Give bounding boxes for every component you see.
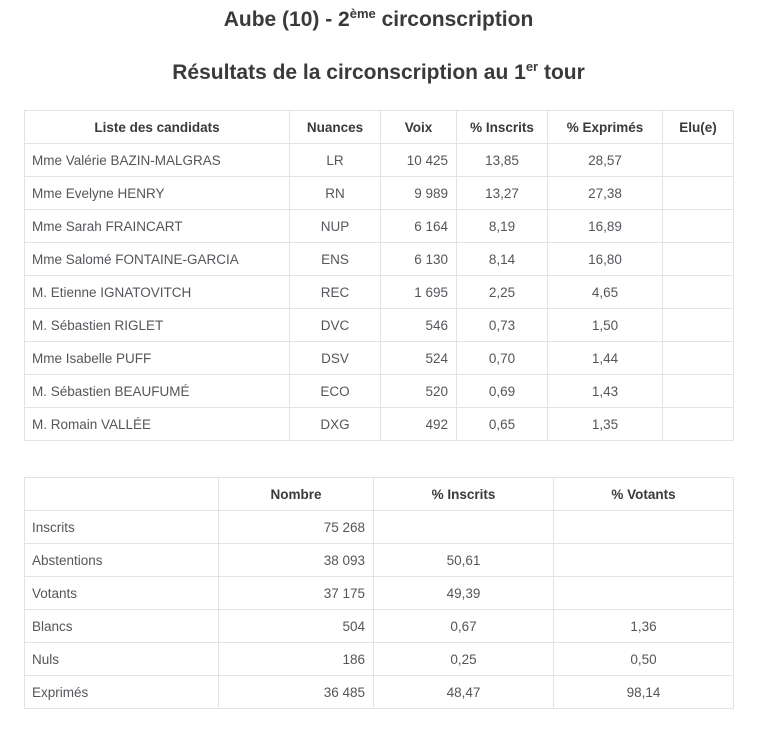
candidate-voix: 492: [381, 408, 457, 441]
candidate-nuance: REC: [290, 276, 381, 309]
participation-pct-votants: [554, 577, 734, 610]
candidate-nuance: NUP: [290, 210, 381, 243]
candidate-elu: [663, 342, 734, 375]
participation-row: [25, 544, 734, 577]
candidate-pct-exprimes: 27,38: [548, 177, 663, 210]
candidate-pct-exprimes: 1,35: [548, 408, 663, 441]
participation-label: Blancs: [25, 610, 219, 643]
candidate-pct-inscrits: 13,85: [457, 144, 548, 177]
col-header-elu: Elu(e): [663, 111, 734, 144]
candidate-elu: [663, 243, 734, 276]
participation-row: [25, 676, 734, 709]
candidate-nuance: DVC: [290, 309, 381, 342]
page-title-text: Aube (10) - 2: [223, 8, 350, 31]
candidate-pct-exprimes: 28,57: [548, 144, 663, 177]
candidates-table-body: [25, 144, 734, 441]
candidate-voix: 524: [381, 342, 457, 375]
col-header-nombre: Nombre: [219, 478, 374, 511]
participation-row: [25, 577, 734, 610]
candidate-nuance: LR: [290, 144, 381, 177]
participation-nombre: 36 485: [219, 676, 374, 709]
candidate-row: [25, 276, 734, 309]
candidate-row: [25, 144, 734, 177]
candidate-row: [25, 375, 734, 408]
col-header-pct-inscrits: % Inscrits: [457, 111, 548, 144]
participation-pct-inscrits: [374, 511, 554, 544]
page-subtitle-text-end: tour: [538, 61, 585, 84]
page-title-text-end: circonscription: [375, 8, 534, 31]
candidate-pct-inscrits: 13,27: [457, 177, 548, 210]
participation-pct-votants: 1,36: [554, 610, 734, 643]
participation-pct-inscrits: 48,47: [374, 676, 554, 709]
candidate-row: [25, 408, 734, 441]
candidate-nuance: DSV: [290, 342, 381, 375]
candidate-pct-inscrits: 0,70: [457, 342, 548, 375]
candidate-nuance: ENS: [290, 243, 381, 276]
participation-nombre: 186: [219, 643, 374, 676]
col-header-liste-des-candidats: Liste des candidats: [25, 111, 290, 144]
candidate-elu: [663, 375, 734, 408]
candidate-elu: [663, 276, 734, 309]
candidate-voix: 1 695: [381, 276, 457, 309]
candidate-pct-exprimes: 1,50: [548, 309, 663, 342]
candidate-name: M. Romain VALLÉE: [25, 408, 290, 441]
participation-table-body: [25, 511, 734, 709]
participation-header-row: [25, 478, 734, 511]
participation-pct-votants: 98,14: [554, 676, 734, 709]
page-title-superscript: ème: [349, 6, 376, 21]
candidate-pct-exprimes: 4,65: [548, 276, 663, 309]
candidate-pct-inscrits: 0,65: [457, 408, 548, 441]
candidate-name: Mme Isabelle PUFF: [25, 342, 290, 375]
candidate-voix: 6 130: [381, 243, 457, 276]
candidate-voix: 546: [381, 309, 457, 342]
participation-nombre: 75 268: [219, 511, 374, 544]
candidate-pct-inscrits: 0,73: [457, 309, 548, 342]
candidate-voix: 10 425: [381, 144, 457, 177]
candidate-voix: 6 164: [381, 210, 457, 243]
participation-row: [25, 643, 734, 676]
col-header-nuances: Nuances: [290, 111, 381, 144]
candidates-table-header: [25, 111, 734, 144]
candidate-row: [25, 210, 734, 243]
content-area: [24, 7, 733, 709]
col-header-pct-votants: % Votants: [554, 478, 734, 511]
candidate-pct-exprimes: 16,89: [548, 210, 663, 243]
candidate-name: M. Sébastien BEAUFUMÉ: [25, 375, 290, 408]
page-subtitle: [24, 60, 733, 85]
candidate-nuance: ECO: [290, 375, 381, 408]
participation-pct-votants: [554, 511, 734, 544]
candidate-name: M. Etienne IGNATOVITCH: [25, 276, 290, 309]
candidate-row: [25, 342, 734, 375]
participation-nombre: 504: [219, 610, 374, 643]
candidate-name: Mme Evelyne HENRY: [25, 177, 290, 210]
candidate-elu: [663, 144, 734, 177]
candidate-pct-exprimes: 16,80: [548, 243, 663, 276]
candidate-nuance: DXG: [290, 408, 381, 441]
participation-row: [25, 610, 734, 643]
participation-table: [24, 477, 734, 709]
candidate-pct-exprimes: 1,44: [548, 342, 663, 375]
candidate-row: [25, 309, 734, 342]
col-header-pct-exprimes: % Exprimés: [548, 111, 663, 144]
candidate-pct-inscrits: 2,25: [457, 276, 548, 309]
candidate-row: [25, 177, 734, 210]
participation-table-header: [25, 478, 734, 511]
candidate-nuance: RN: [290, 177, 381, 210]
candidates-table: [24, 110, 734, 441]
participation-label: Votants: [25, 577, 219, 610]
page-subtitle-superscript: er: [525, 59, 539, 74]
participation-pct-inscrits: 49,39: [374, 577, 554, 610]
candidate-name: M. Sébastien RIGLET: [25, 309, 290, 342]
page-title: [24, 7, 733, 32]
candidate-name: Mme Salomé FONTAINE-GARCIA: [25, 243, 290, 276]
col-header-empty: [25, 478, 219, 511]
participation-pct-votants: [554, 544, 734, 577]
participation-pct-inscrits: 0,25: [374, 643, 554, 676]
candidate-elu: [663, 177, 734, 210]
candidate-voix: 520: [381, 375, 457, 408]
candidate-voix: 9 989: [381, 177, 457, 210]
candidate-elu: [663, 309, 734, 342]
participation-pct-votants: 0,50: [554, 643, 734, 676]
participation-nombre: 38 093: [219, 544, 374, 577]
participation-label: Nuls: [25, 643, 219, 676]
participation-row: [25, 511, 734, 544]
col-header-voix: Voix: [381, 111, 457, 144]
participation-label: Inscrits: [25, 511, 219, 544]
candidate-pct-inscrits: 8,19: [457, 210, 548, 243]
candidate-row: [25, 243, 734, 276]
participation-label: Abstentions: [25, 544, 219, 577]
candidate-pct-exprimes: 1,43: [548, 375, 663, 408]
page-subtitle-text: Résultats de la circonscription au 1: [172, 61, 526, 84]
candidate-elu: [663, 408, 734, 441]
candidate-name: Mme Valérie BAZIN-MALGRAS: [25, 144, 290, 177]
participation-nombre: 37 175: [219, 577, 374, 610]
participation-pct-inscrits: 50,61: [374, 544, 554, 577]
candidate-pct-inscrits: 0,69: [457, 375, 548, 408]
candidates-header-row: [25, 111, 734, 144]
participation-pct-inscrits: 0,67: [374, 610, 554, 643]
participation-label: Exprimés: [25, 676, 219, 709]
candidate-pct-inscrits: 8,14: [457, 243, 548, 276]
col-header-pct-inscrits-2: % Inscrits: [374, 478, 554, 511]
candidate-elu: [663, 210, 734, 243]
candidate-name: Mme Sarah FRAINCART: [25, 210, 290, 243]
